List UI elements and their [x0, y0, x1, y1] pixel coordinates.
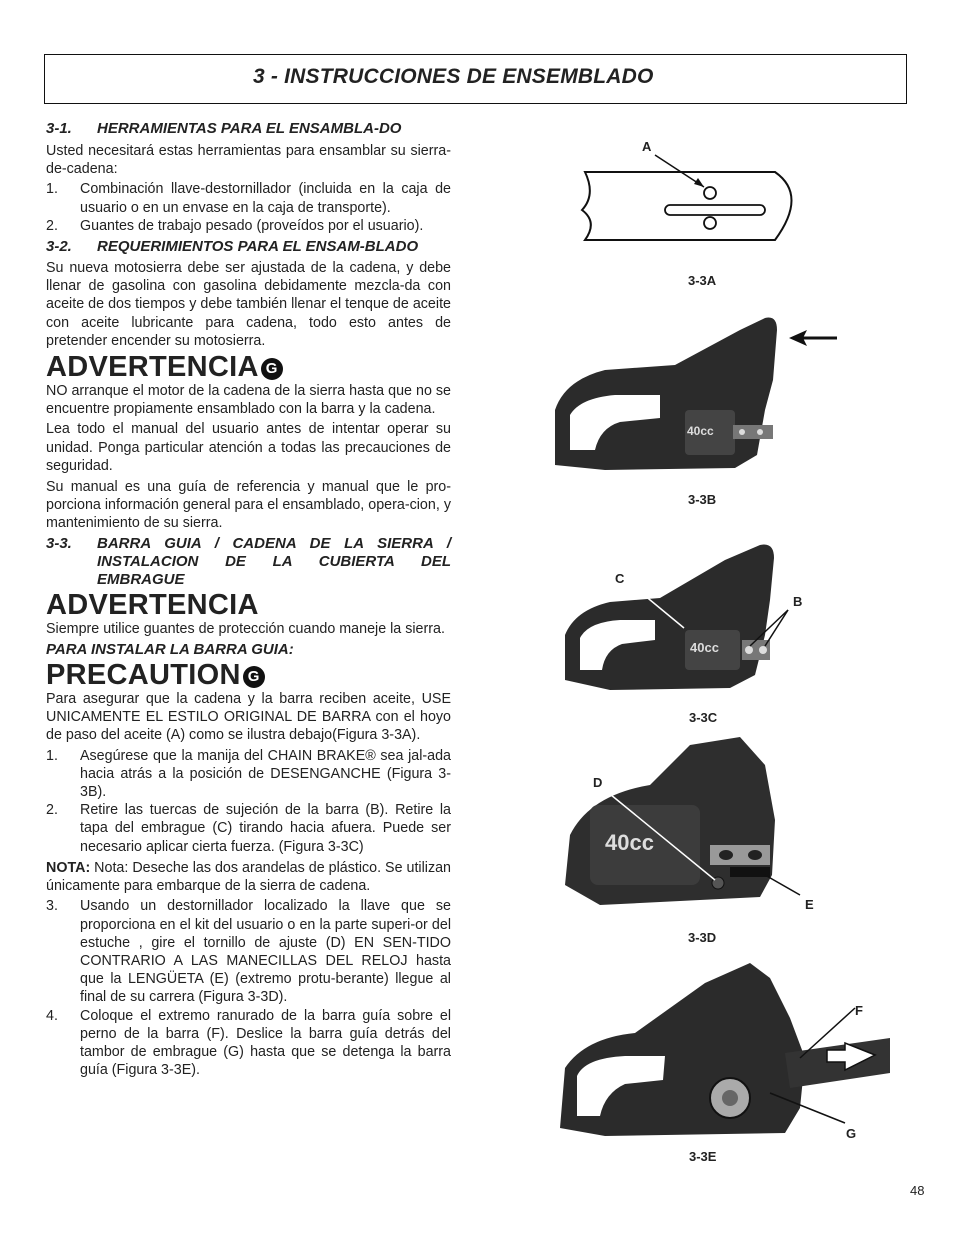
warning-1-text-1: NO arranque el motor de la cadena de la sierra hasta que no se encuentre propiamente ensamblado con la barra y la cadena.: [46, 383, 451, 418]
callout-d: D: [593, 775, 603, 790]
figure-3-3a-guide-bar: [570, 150, 810, 260]
callout-b: B: [793, 594, 803, 609]
install-bar-subheading: PARA INSTALAR LA BARRA GUIA:: [46, 640, 294, 658]
list-item: 2. Guantes de trabajo pesado (proveídos por el usuario).: [46, 217, 424, 234]
figure-3-3b-chainsaw: [545, 310, 845, 480]
requirements-text: Su nueva motosierra debe ser ajustada de la cadena, y debe llenar de gasolina con gasolina debidamente mezcla-da con aceite de dos tiempos y debe también llenar el tenque de aceite con aceite lubricante para cadena, todo esto antes de pretender encender su motosierra.: [46, 260, 451, 349]
svg-text:40cc: 40cc: [605, 830, 654, 855]
warning-2-text: Siempre utilice guantes de protección cuando maneje la sierra.: [46, 620, 445, 637]
precaution-text: Para asegurar que la cadena y la barra reciben aceite, USE UNICAMENTE EL ESTILO ORIGINAL DE BARRA con el hoyo de paso del aceite (A) como se ilustra debajo(Figura 3-3A).: [46, 691, 451, 744]
section-header-box: [44, 54, 907, 104]
warning-heading-2: ADVERTENCIA: [46, 588, 259, 621]
section-title: 3 - INSTRUCCIONES DE ENSEMBLADO: [253, 65, 654, 88]
warning-1-text-3: Su manual es una guía de referencia y manual que le pro-porciona información general para el ensamblado, opera-cion, y mantenimiento de su sierra.: [46, 479, 451, 532]
heading-3-2: 3-2. REQUERIMIENTOS PARA EL ENSAM-BLADO: [46, 238, 419, 256]
steps-list-2: [46, 897, 451, 1079]
heading-3-1: 3-1. HERRAMIENTAS PARA EL ENSAMBLA-DO: [46, 120, 402, 137]
text-column: [46, 120, 451, 1079]
warning-heading-1: ADVERTENCIA G: [46, 352, 451, 382]
steps-list-1: [46, 747, 451, 856]
figure-3-3d-clutch-side: [560, 735, 805, 915]
figure-label-3-3d: 3-3D: [688, 930, 717, 945]
figure-label-3-3e: 3-3E: [689, 1149, 717, 1164]
warning-1-text-2: Lea todo el manual del usuario antes de intentar operar su unidad. Ponga particular atención a todas las precauciones de seguridad.: [46, 421, 451, 474]
tools-intro: Usted necesitará estas herramientas para ensamblar su sierra-de-cadena:: [46, 143, 451, 178]
figure-label-3-3c: 3-3C: [689, 710, 718, 725]
svg-text:40cc: 40cc: [690, 640, 719, 655]
list-item: 1. Asegúrese que la manija del CHAIN BRAKE® sea jal-ada hacia atrás a la posición de DESENGANCHE (Figura 3-3B).: [46, 747, 451, 801]
list-item: 3. Usando un destornillador localizado la llave que se proporciona en el kit del usuario o en la parte superi-or del estuche , gire el tornillo de ajuste (D) EN SEN-TIDO CONTRARIO A LAS MANECILLAS DEL RELOJ hasta que la LENGÜETA (E) (extremo protu-berante) llegue al final de su carrera (Figura 3-3D).: [46, 898, 451, 1006]
callout-c: C: [615, 571, 625, 586]
figure-label-3-3a: 3-3A: [688, 273, 717, 288]
heading-3-3: 3-3. BARRA GUIA / CADENA DE LA SIERRA / INSTALACION DE LA CUBIERTA DEL EMBRAGUE: [46, 534, 451, 588]
figure-label-3-3b: 3-3B: [688, 492, 717, 507]
page-number: 48: [910, 1183, 925, 1198]
callout-f: F: [855, 1003, 863, 1018]
callout-a: A: [642, 139, 652, 154]
g-badge-icon: G: [261, 358, 283, 380]
figure-3-3e-bar-install: [555, 958, 900, 1143]
nota-text: NOTA: Nota: Deseche las dos arandelas de plástico. Se utilizan únicamente para embarque de la sierra de cadena.: [46, 859, 452, 895]
precaution-heading: PRECAUTION G: [46, 660, 451, 690]
list-item: 1. Combinación llave-destornillador (incluida en la caja de usuario o en un envase en la caja de transporte).: [46, 181, 451, 216]
svg-text:40cc: 40cc: [687, 424, 714, 438]
figure-3-3c-chainsaw: [560, 540, 790, 700]
list-item: 4. Coloque el extremo ranurado de la barra guía sobre el perno de la barra (F). Deslice la barra guía detrás del tambor de embrague (G) hasta que se detenga la barra guía (Figura 3-3E).: [46, 1007, 451, 1079]
list-item: 2. Retire las tuercas de sujeción de la barra (B). Retire la tapa del embrague (C) tirando hacia afuera. Puede ser necesario aplicar cierta fuerza. (Figura 3-3C): [46, 802, 451, 855]
callout-e: E: [805, 897, 814, 912]
tools-list: [46, 180, 451, 235]
g-badge-icon: G: [243, 666, 265, 688]
callout-g: G: [846, 1126, 857, 1141]
